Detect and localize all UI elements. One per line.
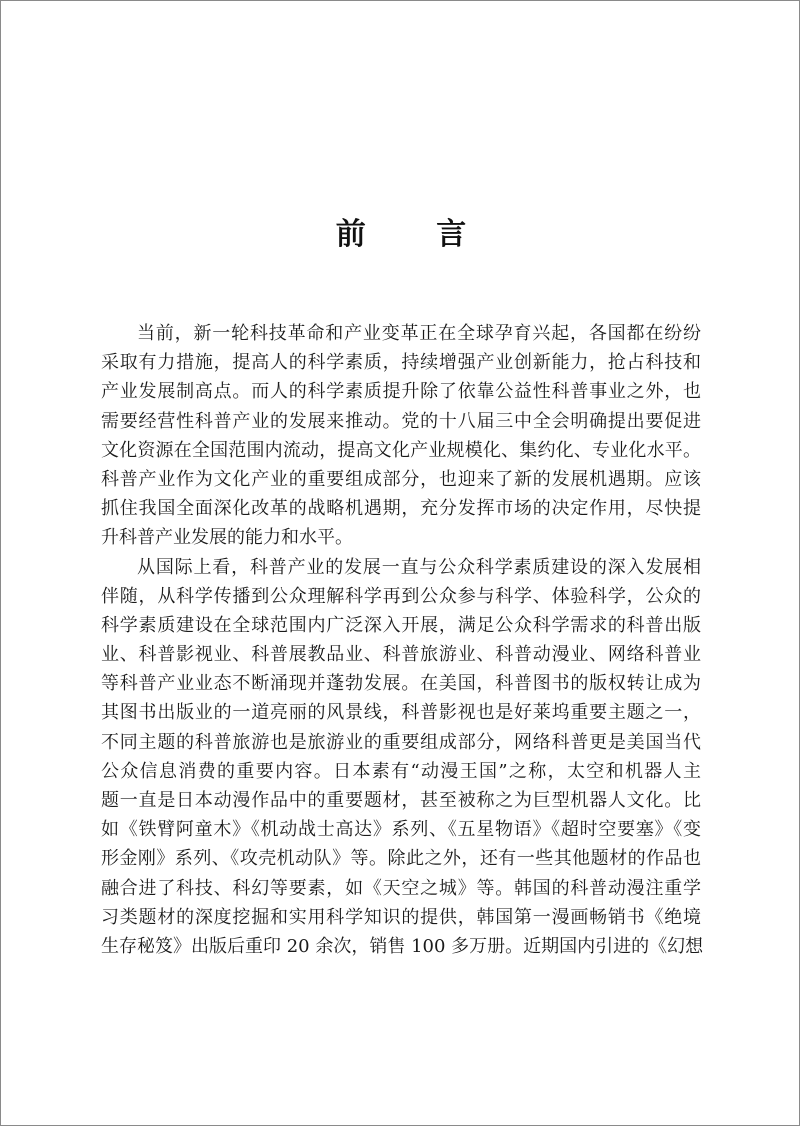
paragraph-2 (101, 553, 704, 962)
text-line: 采取有力措施，提高人的科学素质，持续增强产业创新能力，抢占科技和 (101, 352, 701, 374)
text-line: 如《铁臂阿童木》《机动战士高达》系列、《五星物语》《超时空要塞》《变 (101, 819, 701, 841)
text-line: 等科普产业业态不断涌现并蓬勃发展。在美国，科普图书的版权转让成为 (101, 673, 701, 695)
text-line: 公众信息消费的重要内容。日本素有“动漫王国”之称，太空和机器人主 (101, 760, 701, 782)
page-title: 前 言 (335, 217, 497, 252)
text-line: 从国际上看，科普产业的发展一直与公众科学素质建设的深入发展相 (137, 556, 701, 578)
text-line: 融合进了科技、科幻等要素，如《天空之城》等。韩国的科普动漫注重学 (101, 877, 701, 899)
text-line: 形金刚》系列、《攻壳机动队》等。除此之外，还有一些其他题材的作品也 (101, 848, 701, 870)
text-line: 生存秘笈》出版后重印 20 余次，销售 100 多万册。近期国内引进的《幻想 (101, 935, 704, 957)
text-line: 其图书出版业的一道亮丽的风景线，科普影视也是好莱坞重要主题之一， (101, 702, 701, 724)
text-line: 当前，新一轮科技革命和产业变革正在全球孕育兴起，各国都在纷纷 (137, 323, 701, 344)
paragraph-1 (101, 319, 701, 553)
text-line: 科普产业作为文化产业的重要组成部分，也迎来了新的发展机遇期。应该 (101, 468, 701, 490)
text-line: 产业发展制高点。而人的科学素质提升除了依靠公益性科普事业之外，也 (101, 381, 701, 403)
text-line: 业、科普影视业、科普展教品业、科普旅游业、科普动漫业、网络科普业 (101, 644, 701, 666)
text-line: 科学素质建设在全球范围内广泛深入开展，满足公众科学需求的科普出版 (101, 614, 701, 636)
text-line: 文化资源在全国范围内流动，提高文化产业规模化、集约化、专业化水平。 (101, 439, 701, 461)
text-line: 需要经营性科普产业的发展来推动。党的十八届三中全会明确提出要促进 (101, 410, 701, 432)
text-line: 升科普产业发展的能力和水平。 (101, 527, 353, 549)
text-line: 题一直是日本动漫作品中的重要题材，甚至被称之为巨型机器人文化。比 (101, 790, 701, 811)
text-line: 抓住我国全面深化改革的战略机遇期，充分发挥市场的决定作用，尽快提 (101, 498, 701, 520)
body-text (101, 319, 704, 961)
text-line: 习类题材的深度挖掘和实用科学知识的提供，韩国第一漫画畅销书《绝境 (101, 906, 701, 928)
text-line: 伴随，从科学传播到公众理解科学再到公众参与科学、体验科学，公众的 (101, 585, 701, 607)
text-line: 不同主题的科普旅游也是旅游业的重要组成部分，网络科普更是美国当代 (101, 731, 701, 753)
